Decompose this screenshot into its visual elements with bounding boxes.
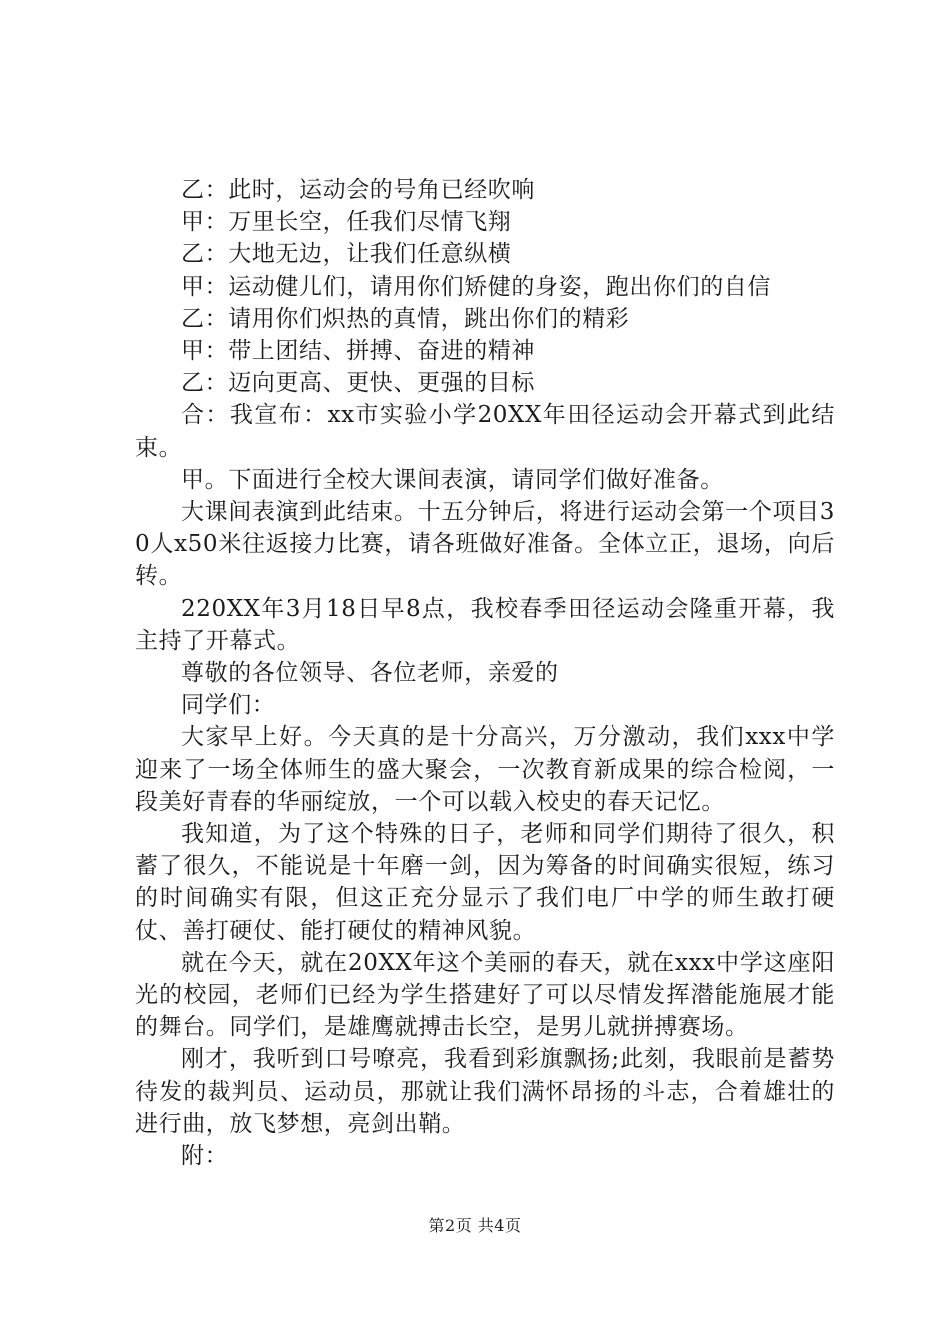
- paragraph: 甲。下面进行全校大课间表演，请同学们做好准备。: [181, 466, 724, 493]
- body-text: [135, 174, 835, 1172]
- paragraph: 合：我宣布：xx市实验小学20XX年田径运动会开幕式到此结束。: [135, 402, 835, 461]
- paragraph: 甲：万里长空，任我们尽情飞翔: [181, 209, 512, 236]
- paragraph: 甲：运动健儿们，请用你们矫健的身姿，跑出你们的自信: [181, 273, 771, 300]
- paragraph: 大课间表演到此结束。十五分钟后，将进行运动会第一个项目30人x50米往返接力比赛，请各班做好准备。全体立正，退场，向后转。: [135, 499, 835, 590]
- page-number-footer: 第2页 共4页: [428, 1216, 522, 1235]
- paragraph: 甲：带上团结、拼搏、奋进的精神: [181, 338, 535, 365]
- paragraph: 乙：大地无边，让我们任意纵横: [181, 241, 512, 268]
- paragraph: 大家早上好。今天真的是十分高兴，万分激动，我们xxx中学迎来了一场全体师生的盛大聚会，一次教育新成果的综合检阅，一段美好青春的华丽绽放，一个可以载入校史的春天记忆。: [135, 724, 835, 815]
- paragraph: 乙：迈向更高、更快、更强的目标: [181, 370, 535, 397]
- paragraph: 乙：请用你们炽热的真情，跳出你们的精彩: [181, 305, 630, 332]
- paragraph: 附：: [181, 1143, 229, 1170]
- paragraph: 乙：此时，运动会的号角已经吹响: [181, 177, 535, 203]
- paragraph: 我知道，为了这个特殊的日子，老师和同学们期待了很久，积蓄了很久，不能说是十年磨一剑，因为筹备的时间确实很短，练习的时间确实有限，但这正充分显示了我们电厂中学的师生敢打硬仗、善打硬仗、能打硬仗的精神风貌。: [135, 821, 835, 944]
- paragraph: 220XX年3月18日早8点，我校春季田径运动会隆重开幕，我主持了开幕式。: [135, 595, 835, 654]
- paragraph: 刚才，我听到口号嘹亮，我看到彩旗飘扬;此刻，我眼前是蓄势待发的裁判员、运动员，那就让我们满怀昂扬的斗志，合着雄壮的进行曲，放飞梦想，亮剑出鞘。: [135, 1046, 835, 1137]
- paragraph: 同学们：: [181, 692, 276, 719]
- paragraph: 就在今天，就在20XX年这个美丽的春天，就在xxx中学这座阳光的校园，老师们已经为学生搭建好了可以尽情发挥潜能施展才能的舞台。同学们，是雄鹰就搏击长空，是男儿就拼搏赛场。: [135, 949, 835, 1041]
- paragraph: 尊敬的各位领导、各位老师，亲爱的: [181, 660, 559, 687]
